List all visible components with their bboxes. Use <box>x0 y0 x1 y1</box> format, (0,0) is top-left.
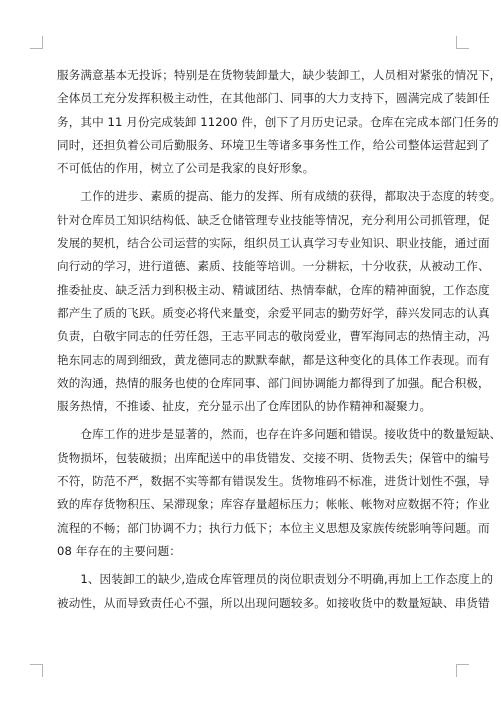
text-line: 务，其中 11 月份完成装卸 11200 件，创下了月历史记录。仓库在完成本部门任务的 <box>57 114 499 129</box>
text-line: 服务热情，不推诿、扯皮，充分显示出了仓库团队的协作精神和凝聚力。 <box>57 399 432 414</box>
text-line: 1、因装卸工的缺少,造成仓库管理员的岗位职责划分不明确,再加上工作态度上的 <box>57 572 494 587</box>
text-line: 不符，防范不严，数据不实等都有错误发生。货物堆码不标准，进货计划性不强，导 <box>57 474 490 489</box>
text-line: 发展的契机，结合公司运营的实际，组织员工认真学习专业知识、职业技能，通过面 <box>57 236 490 251</box>
text-line: 不可低估的作用，树立了公司是我家的良好形象。 <box>57 161 315 176</box>
text-line: 08 年存在的主要问题： <box>57 543 181 558</box>
text-line: 工作的进步、素质的提高、能力的发挥、所有成绩的获得，都取决于态度的转变。 <box>57 189 501 204</box>
text-line: 同时，还担负着公司后勤服务、环境卫生等诸多事务性工作，给公司整体运营起到了 <box>57 137 490 152</box>
crop-mark-top-right <box>456 36 469 49</box>
text-line: 仓库工作的进步是显著的，然而，也存在许多问题和错误。接收货中的数量短缺、 <box>57 427 501 442</box>
text-line: 致的库存货物积压、呆滞现象；库容存量超标压力；帐帐、帐物对应数据不符；作业 <box>57 497 490 512</box>
text-line: 被动性，从而导致责任心不强，所以出现问题较多。如接收货中的数量短缺、串货错 <box>57 595 490 610</box>
text-line: 全体员工充分发挥积极主动性，在其他部门、同事的大力支持下，圆满完成了装卸任 <box>57 91 490 106</box>
text-line: 负责，白敬宇同志的任劳任怨，王志平同志的敬岗爱业，曹军海同志的热情主动，冯 <box>57 329 490 344</box>
crop-mark-bottom-right <box>456 664 469 677</box>
text-line: 效的沟通，热情的服务也使的仓库同事、部门间协调能力都得到了加强。配合积极， <box>57 375 490 390</box>
crop-mark-bottom-left <box>30 664 43 677</box>
text-line: 向行动的学习，进行道德、素质、技能等培训。一分耕耘，十分收获，从被动工作、 <box>57 259 490 274</box>
text-line: 都产生了质的飞跃。质变必将代来量变，余爱平同志的勤劳好学，薛兴发同志的认真 <box>57 305 490 320</box>
text-line: 针对仓库员工知识结构低、缺乏仓储管理专业技能等情况，充分利用公司抓管理，促 <box>57 212 490 227</box>
text-line: 货物损坏，包装破损；出库配送中的串货错发、交接不明、货物丢失；保管中的编号 <box>57 450 490 465</box>
text-line: 流程的不畅；部门协调不力；执行力低下；本位主义思想及家族传统影响等问题。而 <box>57 520 490 535</box>
crop-mark-top-left <box>30 36 43 49</box>
text-line: 推委扯皮、缺乏活力到积极主动、精诚团结、热情奉献，仓库的精神面貌，工作态度 <box>57 282 490 297</box>
text-line: 艳东同志的周到细致，黄龙德同志的默默奉献，都是这种变化的具体工作表现。而有 <box>57 352 490 367</box>
text-line: 服务满意基本无投诉；特别是在货物装卸量大，缺少装卸工，人员相对紧张的情况下， <box>57 68 501 82</box>
document-body <box>57 64 501 615</box>
